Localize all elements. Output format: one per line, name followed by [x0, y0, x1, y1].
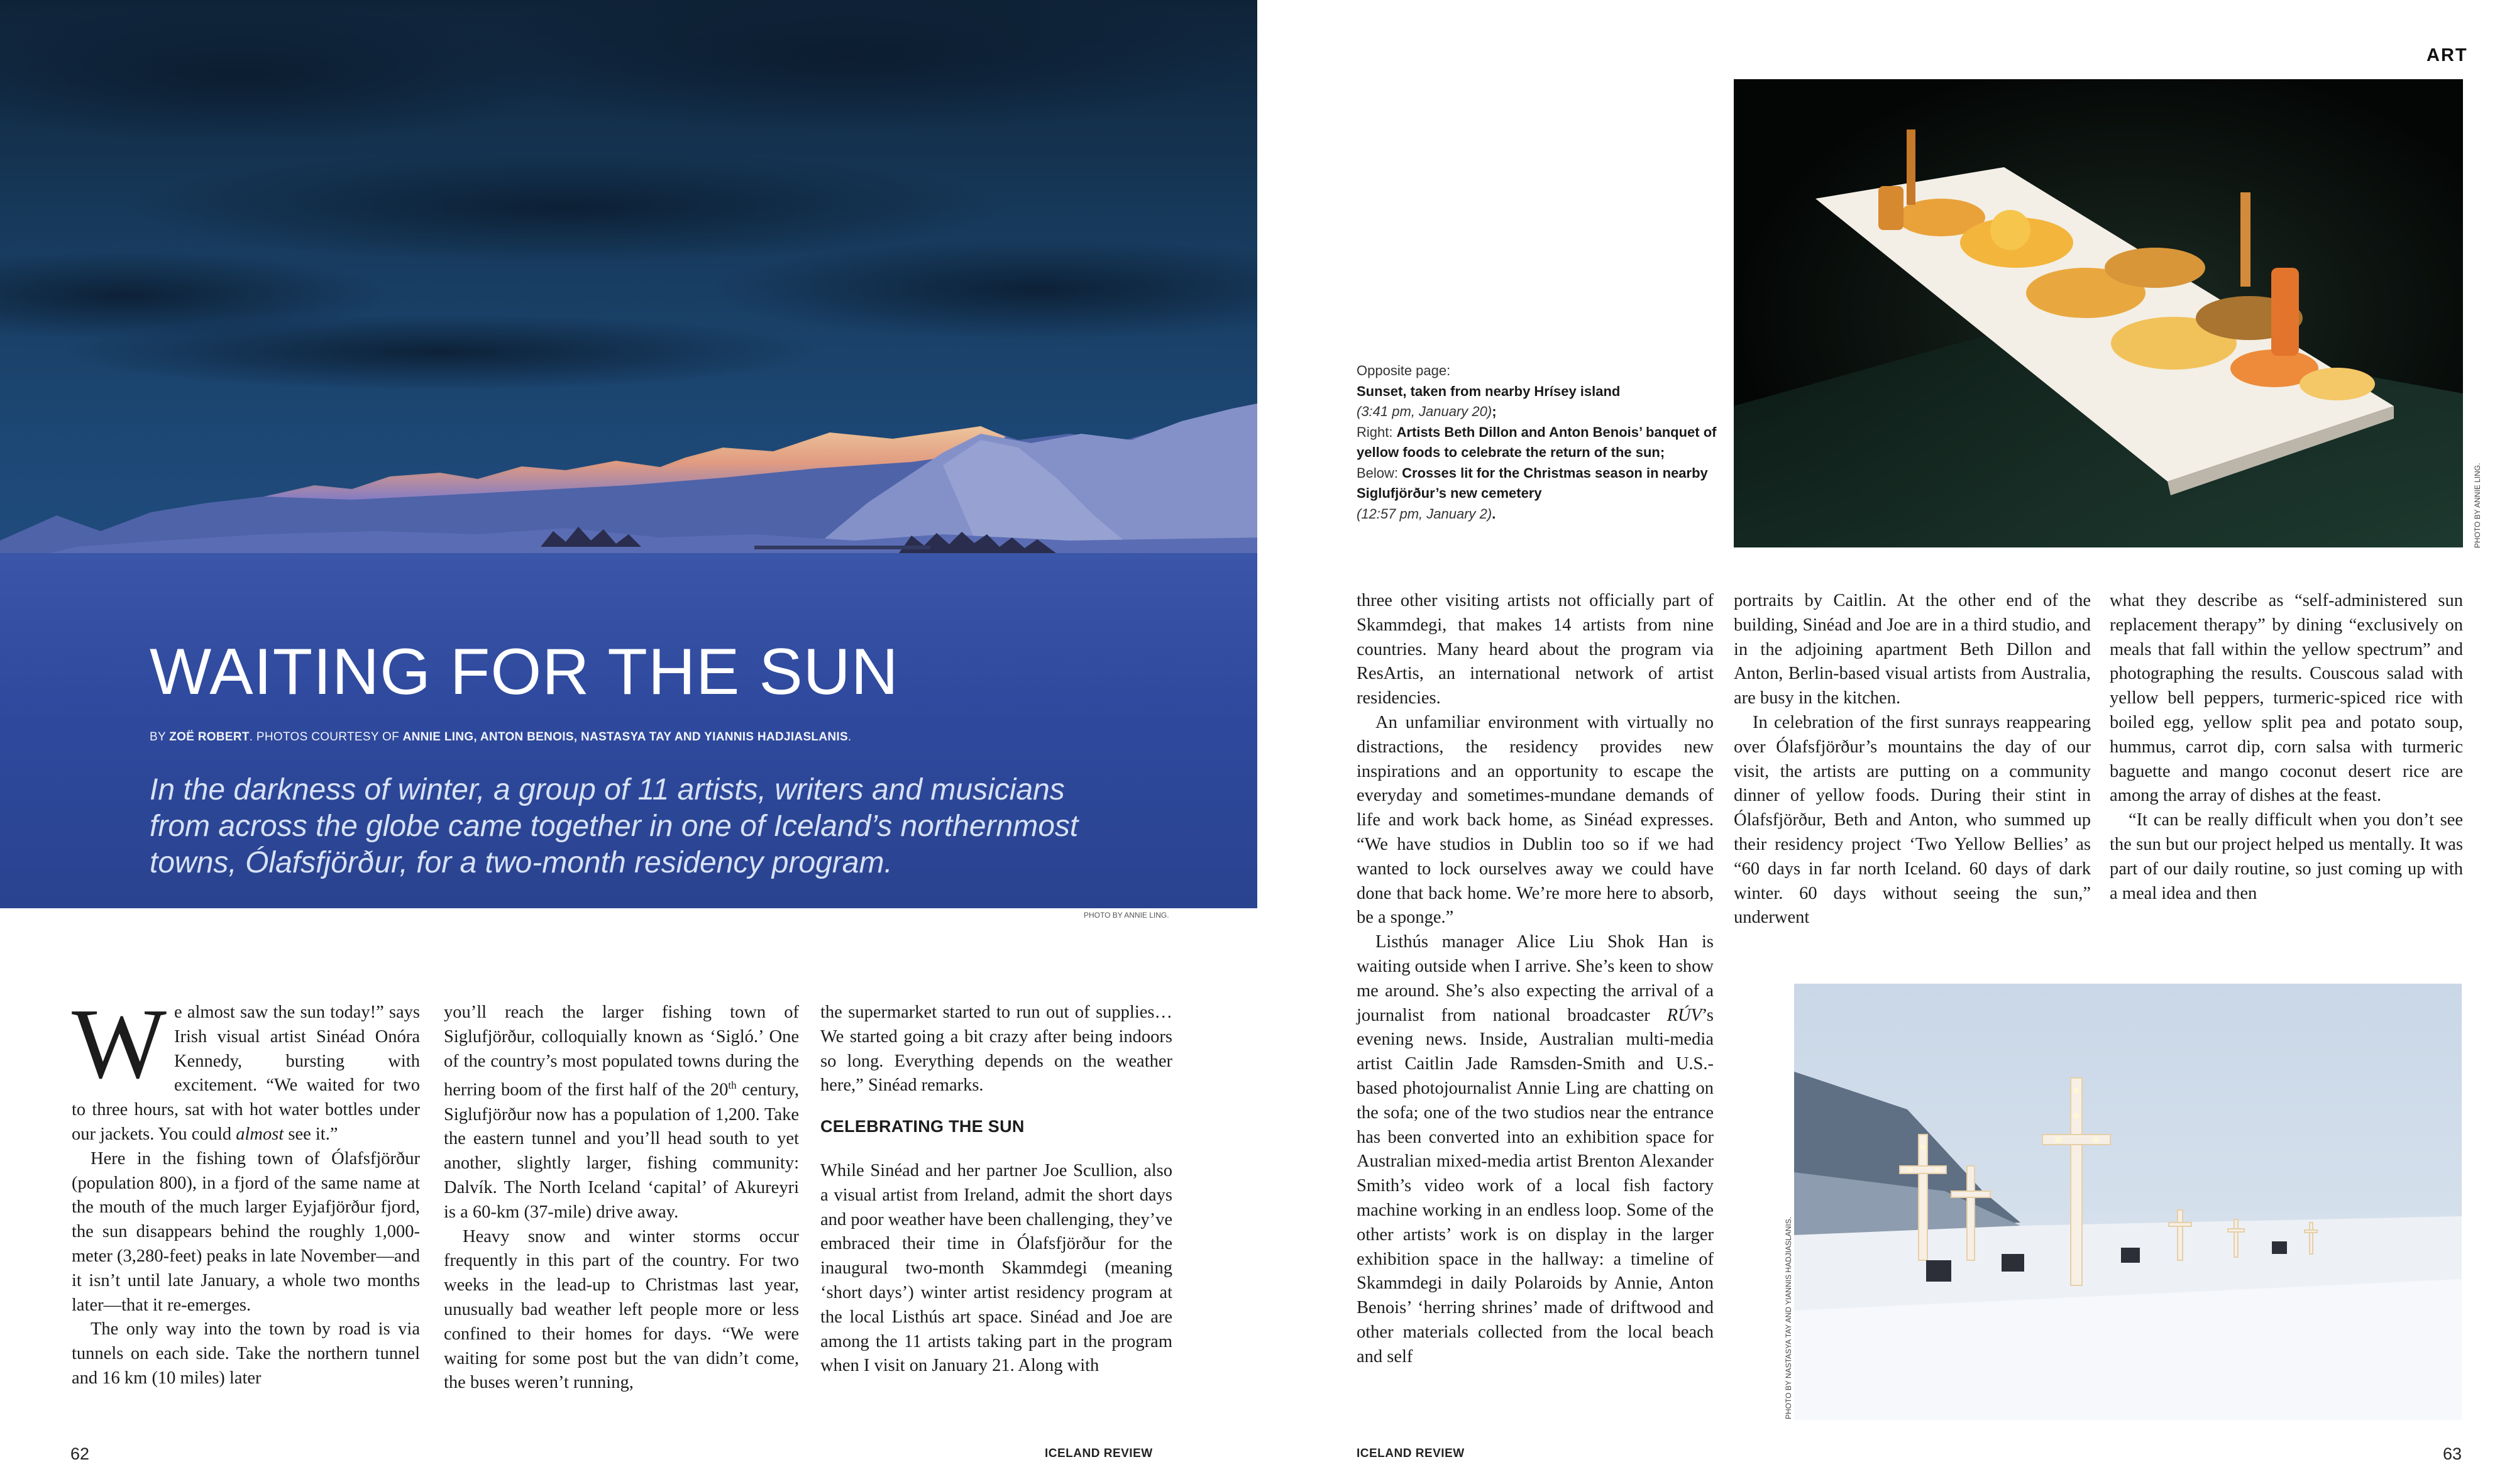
paragraph: three other visiting artists not officially part of Skammdegi, that makes 14 artists from nine countries. Many heard about the program via ResArtis, an international network of artist residencies.	[1357, 591, 1714, 708]
section-subhead: CELEBRATING THE SUN	[820, 1117, 1025, 1136]
right-page	[1257, 0, 2512, 1484]
author-name: ZOË ROBERT	[169, 730, 250, 744]
cemetery-photo	[1794, 984, 2462, 1420]
paragraph: While Sinéad and her partner Joe Scullion, also a visual artist from Ireland, admit the short days and poor weather have been challenging, they’ve embraced their time in Ólafsfjörður for the inaugural two-month Skammdegi (meaning ‘short days’) winter artist residency program at the local Listhús art space. Sinéad and Joe are among the 11 artists taking part in the program when I visit on January 21. Along with	[820, 1160, 1172, 1376]
article-title: WAITING FOR THE SUN	[150, 635, 899, 708]
body-column-2	[444, 1001, 799, 1428]
paragraph: the supermarket started to run out of supplies… We started going a bit crazy after being indoors so long. Everything depends on the weather here,” Sinéad remarks.	[820, 1003, 1172, 1096]
paragraph: An unfamiliar environment with virtually no distractions, the residency provides new inspirations and an opportunity to escape the everyday and sometimes-mundane demands of life and work back home, as Sinéad expresses. “We have studios in Dublin too so if we had wanted to lock ourselves away we could have done that back home. We’re more here to absorb, be a sponge.”	[1357, 712, 1714, 928]
paragraph: We almost saw the sun today!” says Irish visual artist Sinéad Onóra Kennedy, bursting with excitement. “We waited for two to three hours, sat with hot water bottles under our jackets. You could almost see it.”	[72, 987, 420, 1144]
yellow-feast-photo	[1734, 79, 2463, 547]
body-column-3	[820, 1001, 1172, 1428]
article-dek: In the darkness of winter, a group of 11 artists, writers and musicians from across the globe came together in one of Iceland’s northernmost towns, Ólafsfjörður, for a two-month residency program.	[150, 773, 1079, 879]
photo-caption: Opposite page: Sunset, taken from nearby Hrísey island (3:41 pm, January 20); Right: Artists Beth Dillon and Anton Benois’ banquet of yellow foods to celebrate the return of the sun; Below: Crosses lit for the Christmas season in nearby Siglufjörður’s new cemetery (12:57 pm, January 2).	[1357, 363, 1717, 522]
body-column-1	[72, 987, 420, 1428]
byline: BY ZOË ROBERT. PHOTOS COURTESY OF ANNIE LING, ANTON BENOIS, NASTASYA TAY AND YIANNIS HADJIASLANIS.	[150, 730, 852, 744]
photographers: ANNIE LING, ANTON BENOIS, NASTASYA TAY AND YIANNIS HADJIASLANIS	[402, 730, 848, 744]
paragraph: portraits by Caitlin. At the other end of the building, Sinéad and Joe are in a third studio, and in the adjoining apartment Beth Dillon and Anton, Berlin-based visual artists from Australia, are busy in the kitchen.	[1734, 591, 2091, 708]
body-column-5	[1734, 589, 2091, 941]
hero-photo-credit: PHOTO BY ANNIE LING.	[1084, 911, 1169, 920]
paragraph: “It can be really difficult when you don’t see the sun but our project helped us mentally. It was part of our daily routine, so just coming up with a meal idea and then	[2110, 810, 2463, 903]
section-label: ART	[2427, 45, 2468, 65]
page-number: 62	[70, 1444, 90, 1463]
feast-table-illustration	[1734, 79, 2463, 547]
page-number: 63	[2443, 1444, 2462, 1463]
cemetery-photo-credit: PHOTO BY NASTASYA TAY AND YIANNIS HADJIASLANIS.	[1784, 1216, 1793, 1419]
paragraph: The only way into the town by road is via tunnels on each side. Take the northern tunnel and 16 km (10 miles) later	[72, 1319, 420, 1388]
cemetery-crosses-illustration	[1794, 984, 2462, 1420]
paragraph: you’ll reach the larger fishing town of Siglufjörður, colloquially known as ‘Sigló.’ One of the country’s most populated towns during the herring boom of the first half of the 20th century, Siglufjörður now has a population of 1,200. Take the eastern tunnel and you’ll head south to yet another, slightly larger, fishing community: Dalvík. The North Iceland ‘capital’ of Akureyri is a 60-km (37-mile) drive away.	[444, 1003, 799, 1222]
paragraph: Heavy snow and winter storms occur frequently in this part of the country. For two weeks in the lead-up to Christmas last year, unusually bad weather left people more or less confined to their homes for days. “We were waiting for some post but the van didn’t come, the buses weren’t running,	[444, 1226, 799, 1393]
body-column-4	[1357, 589, 1714, 1419]
feast-photo-credit: PHOTO BY ANNIE LING.	[2473, 463, 2482, 548]
paragraph: Listhús manager Alice Liu Shok Han is waiting outside when I arrive. She’s keen to show me around. She’s also expecting the arrival of a journalist from national broadcaster RÚV’s evening news. Inside, Australian multi-media artist Caitlin Jade Ramsden-Smith and U.S.-based photojournalist Annie Ling are chatting on the sofa; one of the two studios near the entrance has been converted into an exhibition space for Australian mixed-media artist Brenton Alexander Smith’s video work of a local fish factory machine working in an endless loop. Some of the other artists’ work is on display in the larger exhibition space in the hallway: a timeline of Skammdegi in daily Polaroids by Annie, Anton Benois’ ‘herring shrines’ made of driftwood and other materials collected from the local beach and self	[1357, 932, 1714, 1366]
body-column-6	[2110, 589, 2463, 941]
paragraph: In celebration of the first sunrays reappearing over Ólafsfjörður’s mountains the day of our visit, the artists are putting on a community dinner of yellow foods. During their stint in Ólafsfjörður, Beth and Anton, who summed up their residency project ‘Two Yellow Bellies’ as “60 days in far north Iceland. 60 days of dark winter. 60 days without seeing the sun,” underwent	[1734, 712, 2091, 928]
magazine-name: ICELAND REVIEW	[1357, 1447, 1465, 1460]
paragraph: what they describe as “self-administered sun replacement therapy” by dining “exclusively on meals that fall within the yellow spectrum” and photographing the results. Couscous salad with yellow bell peppers, turmeric-spiced rice with boiled egg, yellow split pea and potato soup, hummus, carrot dip, corn salsa with turmeric baguette and mango coconut desert rice are among the array of dishes at the feast.	[2110, 591, 2463, 806]
paragraph: Here in the fishing town of Ólafsfjörður (population 800), in a fjord of the same name at the mouth of the much larger Eyjafjörður fjord, the sun disappears behind the roughly 1,000-meter (3,280-feet) peaks in late November—and it isn’t until late January, a whole two months later—that it re-emerges.	[72, 1148, 420, 1315]
magazine-name: ICELAND REVIEW	[1045, 1447, 1153, 1460]
hero-sunset-photo	[0, 0, 1264, 908]
drop-cap: W	[72, 987, 167, 1099]
